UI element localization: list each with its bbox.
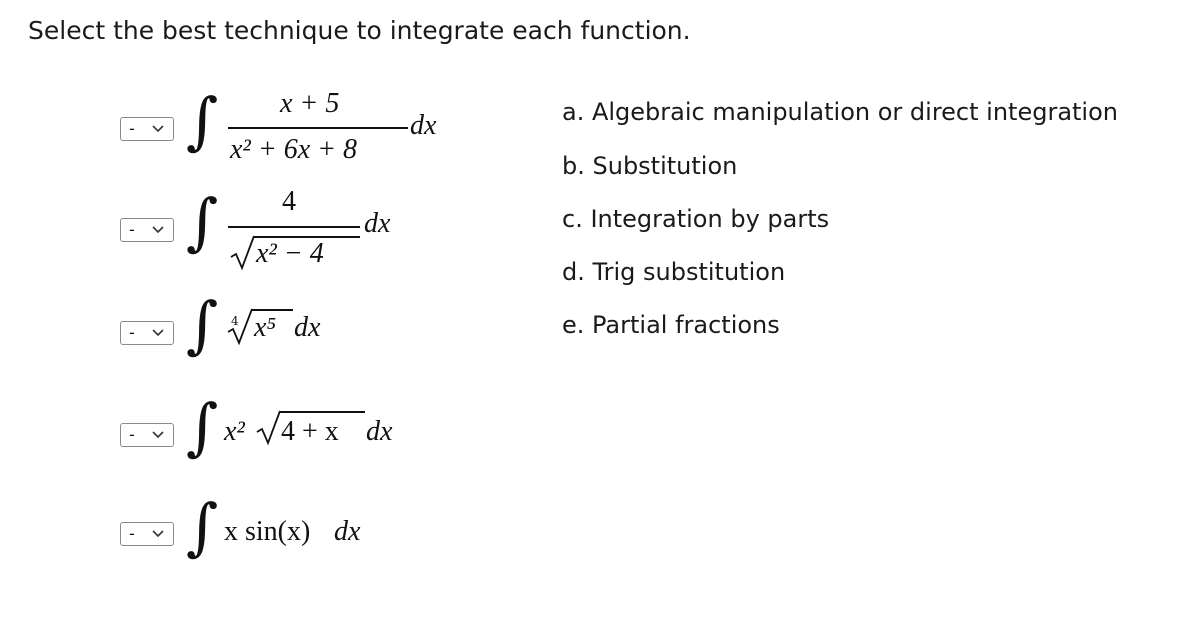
radicand: x² − 4 <box>256 238 324 269</box>
select-value: - <box>129 323 135 342</box>
chevron-down-icon <box>148 524 168 544</box>
factor: x² <box>224 416 245 447</box>
answer-select-1[interactable] <box>120 117 174 141</box>
differential: dx <box>410 110 437 141</box>
option-d: d. Trig substitution <box>562 258 786 286</box>
answer-select-2[interactable] <box>120 218 174 242</box>
differential: dx <box>334 516 361 547</box>
radical-bar <box>279 411 365 413</box>
instructions: Select the best technique to integrate each function. <box>28 16 691 45</box>
integral-sign-icon: ∫ <box>186 288 219 361</box>
radicand: x⁵ <box>254 312 277 343</box>
fraction-bar <box>228 226 360 228</box>
radicand: 4 + x <box>281 416 339 447</box>
chevron-down-icon <box>148 119 168 139</box>
differential: dx <box>294 312 321 343</box>
select-value: - <box>129 425 135 444</box>
numerator: 4 <box>282 186 296 217</box>
integral-sign-icon: ∫ <box>186 185 219 258</box>
select-value: - <box>129 119 135 138</box>
answer-select-3[interactable] <box>120 321 174 345</box>
option-c: c. Integration by parts <box>562 205 830 233</box>
answer-select-5[interactable] <box>120 522 174 546</box>
option-b: b. Substitution <box>562 152 738 180</box>
numerator: x + 5 <box>280 88 340 119</box>
sqrt-sign-icon <box>230 235 256 271</box>
nth-root-sign-icon <box>226 308 254 346</box>
fraction-bar <box>228 127 408 129</box>
option-e: e. Partial fractions <box>562 311 780 339</box>
denominator: x² + 6x + 8 <box>230 134 358 165</box>
select-value: - <box>129 524 135 543</box>
chevron-down-icon <box>148 425 168 445</box>
integral-sign-icon: ∫ <box>186 84 219 157</box>
differential: dx <box>364 208 391 239</box>
option-a: a. Algebraic manipulation or direct integration <box>562 98 1118 126</box>
chevron-down-icon <box>148 323 168 343</box>
radical-bar <box>251 309 293 311</box>
root-index: 4 <box>231 314 239 328</box>
select-value: - <box>129 220 135 239</box>
integral-sign-icon: ∫ <box>186 490 219 563</box>
chevron-down-icon <box>148 220 168 240</box>
integral-sign-icon: ∫ <box>186 390 219 463</box>
differential: dx <box>366 416 393 447</box>
sqrt-sign-icon <box>256 410 282 446</box>
answer-select-4[interactable] <box>120 423 174 447</box>
expression: x sin(x) <box>224 516 311 547</box>
